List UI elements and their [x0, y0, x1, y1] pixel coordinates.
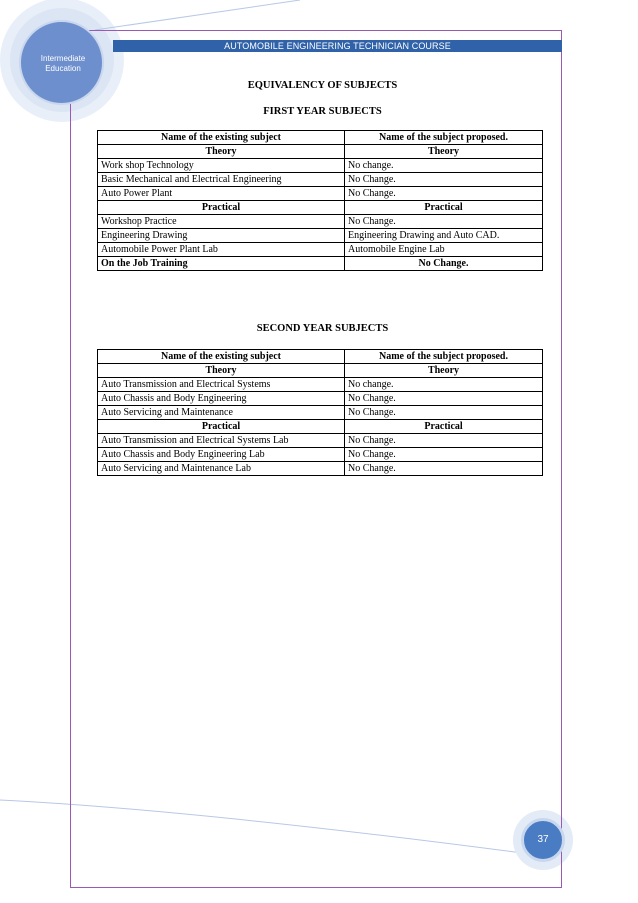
section-label: Theory	[345, 145, 543, 159]
page-title: EQUIVALENCY OF SUBJECTS	[247, 80, 398, 91]
existing-subject: Auto Power Plant	[98, 187, 345, 201]
section-row-theory	[98, 145, 543, 159]
table-row	[98, 434, 543, 448]
section-label: Theory	[98, 364, 345, 378]
header-proposed: Name of the subject proposed.	[345, 131, 543, 145]
existing-subject: On the Job Training	[98, 257, 345, 271]
section-label: Theory	[98, 145, 345, 159]
section-label: Practical	[345, 420, 543, 434]
existing-subject: Auto Servicing and Maintenance Lab	[98, 462, 345, 476]
proposed-subject: Automobile Engine Lab	[345, 243, 543, 257]
proposed-subject: No Change.	[345, 173, 543, 187]
existing-subject: Auto Chassis and Body Engineering	[98, 392, 345, 406]
table-row	[98, 229, 543, 243]
section-row-practical	[98, 420, 543, 434]
badge-line-2: Education	[45, 64, 81, 73]
proposed-subject: No Change.	[345, 215, 543, 229]
second-year-table	[97, 349, 543, 476]
table-row	[98, 243, 543, 257]
proposed-subject: No Change.	[345, 462, 543, 476]
table-row	[98, 448, 543, 462]
section-row-theory	[98, 364, 543, 378]
existing-subject: Auto Servicing and Maintenance	[98, 406, 345, 420]
existing-subject: Auto Transmission and Electrical Systems Lab	[98, 434, 345, 448]
course-header: AUTOMOBILE ENGINEERING TECHNICIAN COURSE	[113, 40, 562, 52]
proposed-subject: No Change.	[345, 406, 543, 420]
first-year-heading: FIRST YEAR SUBJECTS	[263, 106, 382, 117]
existing-subject: Auto Chassis and Body Engineering Lab	[98, 448, 345, 462]
proposed-subject: No Change.	[345, 257, 543, 271]
proposed-subject: No Change.	[345, 448, 543, 462]
existing-subject: Auto Transmission and Electrical Systems	[98, 378, 345, 392]
section-row-practical	[98, 201, 543, 215]
header-existing: Name of the existing subject	[98, 350, 345, 364]
table-row	[98, 462, 543, 476]
table-row	[98, 378, 543, 392]
existing-subject: Work shop Technology	[98, 159, 345, 173]
table-header-row	[98, 131, 543, 145]
first-year-table	[97, 130, 543, 271]
section-label: Theory	[345, 364, 543, 378]
existing-subject: Engineering Drawing	[98, 229, 345, 243]
table-row	[98, 392, 543, 406]
table-row	[98, 406, 543, 420]
existing-subject: Automobile Power Plant Lab	[98, 243, 345, 257]
header-proposed: Name of the subject proposed.	[345, 350, 543, 364]
section-label: Practical	[98, 420, 345, 434]
proposed-subject: Engineering Drawing and Auto CAD.	[345, 229, 543, 243]
proposed-subject: No change.	[345, 378, 543, 392]
proposed-subject: No Change.	[345, 434, 543, 448]
top-diagonal-line	[95, 0, 300, 30]
table-row	[98, 159, 543, 173]
proposed-subject: No Change.	[345, 187, 543, 201]
badge-line-1: Intermediate	[40, 54, 86, 63]
header-existing: Name of the existing subject	[98, 131, 345, 145]
proposed-subject: No Change.	[345, 392, 543, 406]
second-year-heading: SECOND YEAR SUBJECTS	[256, 323, 389, 334]
table-row	[98, 187, 543, 201]
section-label: Practical	[98, 201, 345, 215]
table-header-row	[98, 350, 543, 364]
section-label: Practical	[345, 201, 543, 215]
table-row	[98, 173, 543, 187]
proposed-subject: No change.	[345, 159, 543, 173]
existing-subject: Basic Mechanical and Electrical Engineering	[98, 173, 345, 187]
table-row-final	[98, 257, 543, 271]
page-number: 37	[521, 818, 565, 862]
section-badge-label	[30, 54, 96, 74]
existing-subject: Workshop Practice	[98, 215, 345, 229]
table-row	[98, 215, 543, 229]
